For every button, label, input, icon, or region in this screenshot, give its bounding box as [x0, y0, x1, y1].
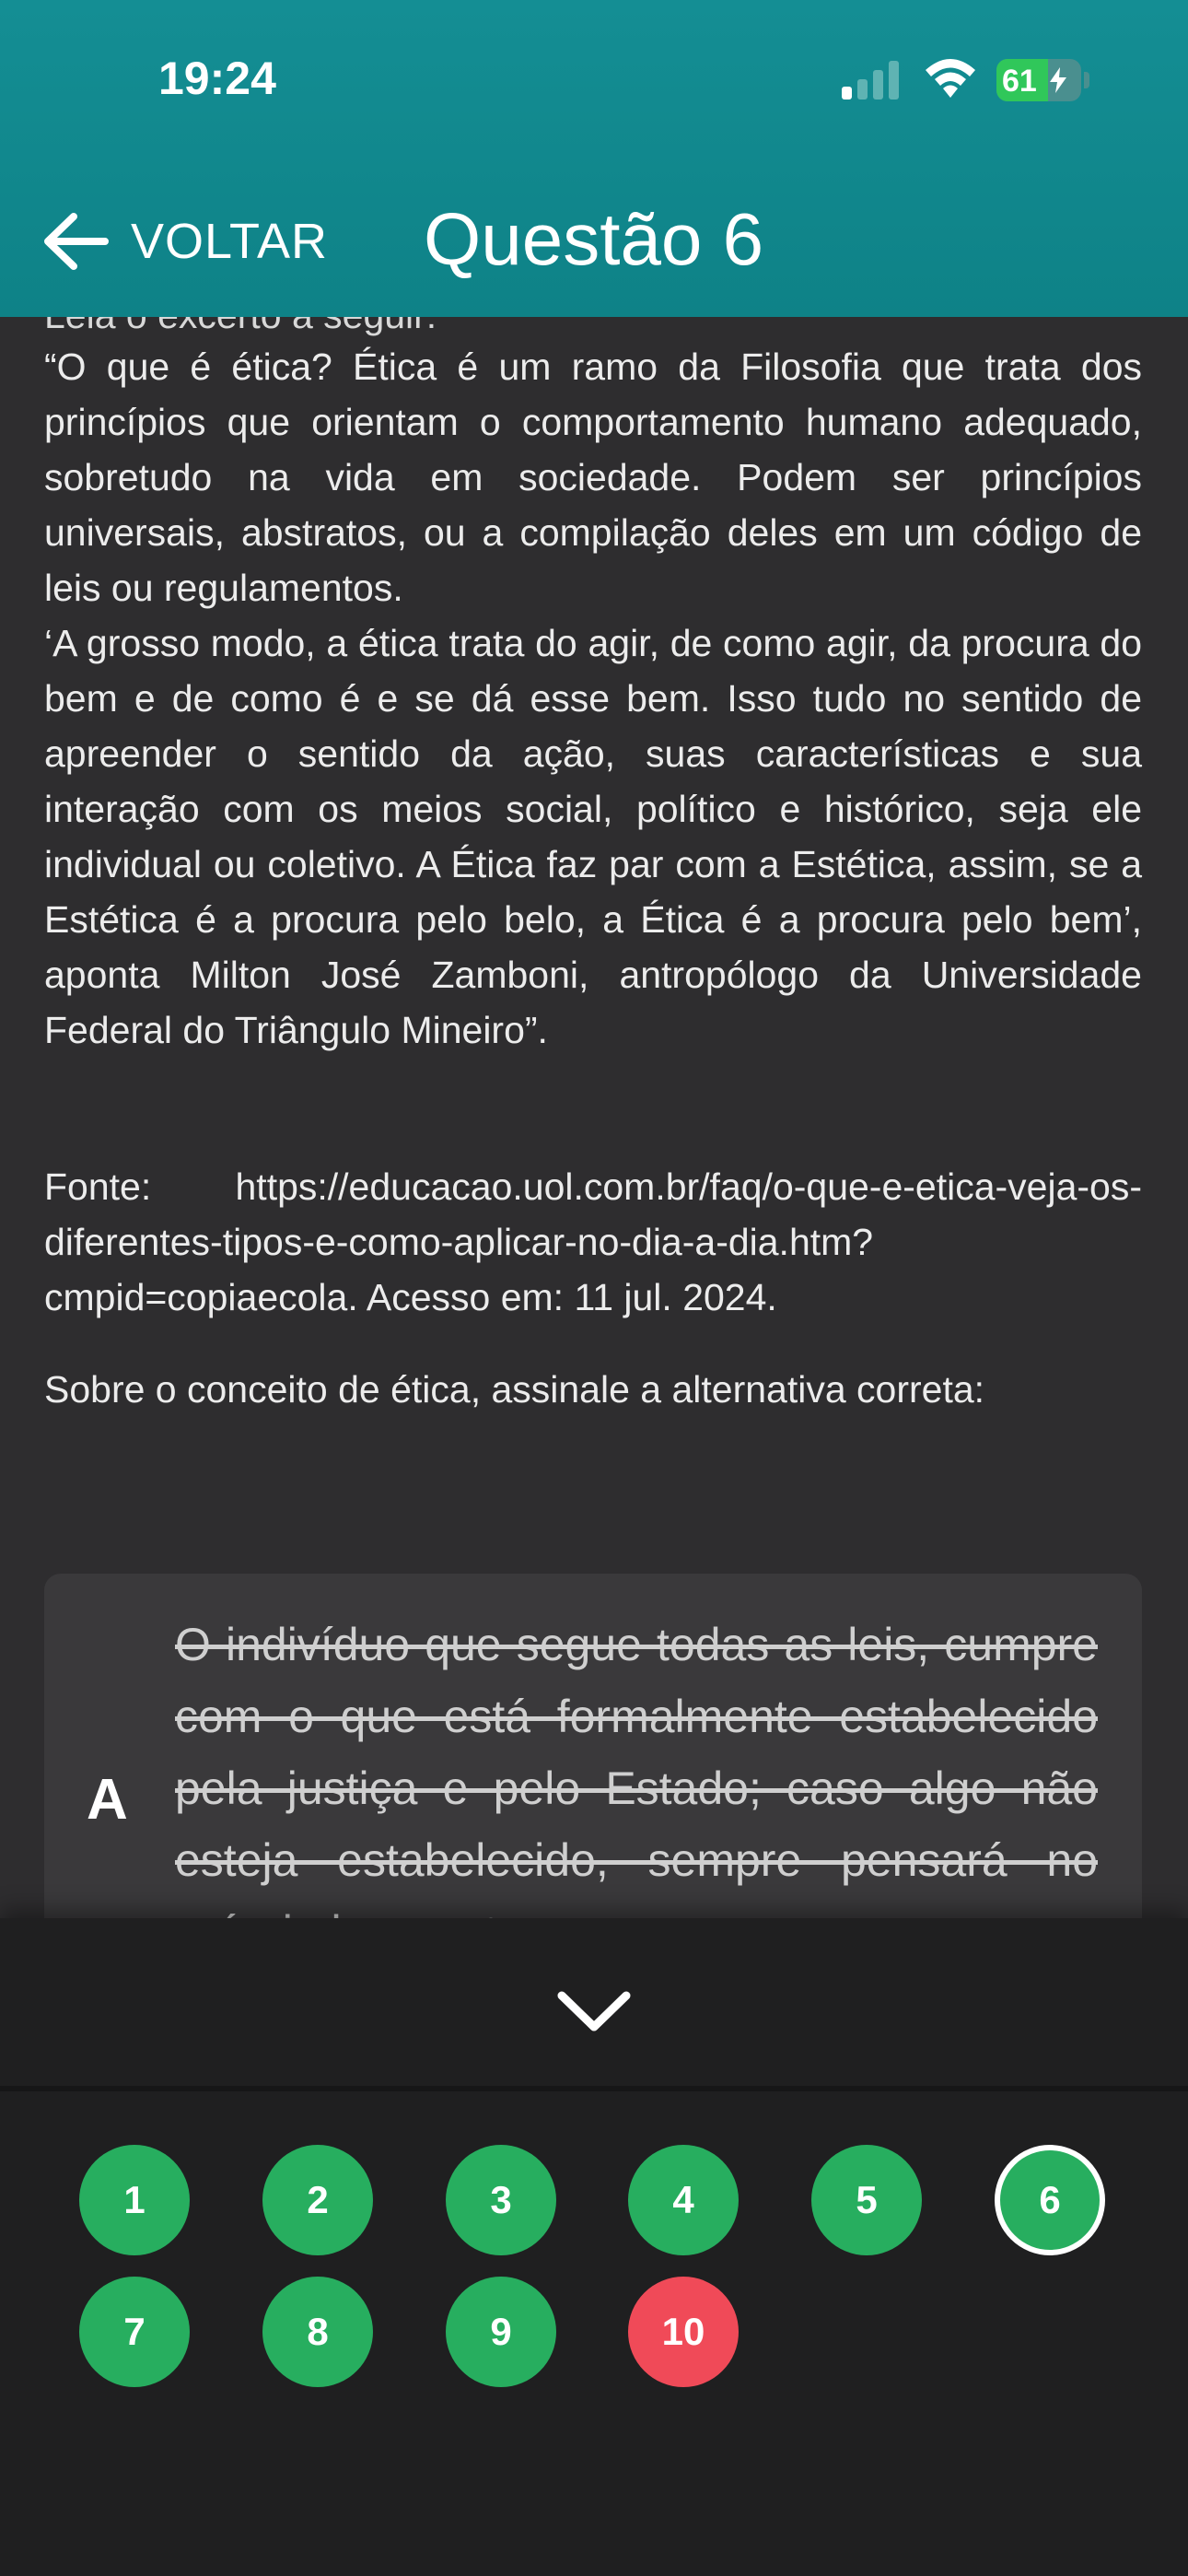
status-time: 19:24 [158, 53, 276, 104]
question-navigator [0, 1918, 1188, 2576]
question-button-2[interactable]: 2 [262, 2145, 373, 2255]
page-title: Questão 6 [424, 198, 764, 280]
divider [0, 2086, 1188, 2091]
charging-bolt-icon [1050, 67, 1066, 93]
question-prompt: Sobre o conceito de ética, assinale a alternativa correta: [44, 1368, 985, 1411]
back-button[interactable] [41, 205, 328, 278]
question-button-9[interactable]: 9 [446, 2277, 556, 2387]
battery-level: 61 [1002, 64, 1037, 99]
option-letter: A [87, 1768, 128, 1832]
app-header [0, 0, 1188, 317]
battery-cap [1084, 72, 1089, 88]
question-content[interactable] [0, 276, 1188, 1926]
back-label: VOLTAR [131, 214, 329, 269]
question-button-10[interactable]: 10 [628, 2277, 739, 2387]
question-button-4[interactable]: 4 [628, 2145, 739, 2255]
option-text: O indivíduo que segue todas as leis, cumpre com o que está formalmente estabelecido pela justiça e pelo Estado; caso algo não esteja estabelecido, sempre pensará no [175, 1619, 1098, 1886]
wifi-icon [923, 57, 978, 100]
question-button-3[interactable]: 3 [446, 2145, 556, 2255]
source-citation: Fonte: https://educacao.uol.com.br/faq/o-que-e-etica-veja-os-diferentes-tipos-e-como-aplicar-no-dia-a-dia.htm?cmpid=copiaecola. Acesso em: 11 jul. 2024. [44, 1165, 1142, 1318]
chevron-down-icon[interactable] [549, 1979, 639, 2043]
question-button-7[interactable]: 7 [79, 2277, 190, 2387]
question-button-8[interactable]: 8 [262, 2277, 373, 2387]
question-button-1[interactable]: 1 [79, 2145, 190, 2255]
question-button-5[interactable]: 5 [811, 2145, 922, 2255]
excerpt-paragraph-2: ‘A grosso modo, a ética trata do agir, de como agir, da procura do bem e de como é e se dá esse bem. Isso tudo no sentido de apreender o sentido da ação, suas características e sua interação com os meios social, político e histórico, seja ele individual ou coletivo. A Ética faz par com a Estética, assim, se a Estética é a procura pelo belo, a Ética é a procura pelo bem’, aponta Milton José Zamboni, antropólogo da Universidade Federal do Triângulo Mineiro”. [44, 622, 1142, 1051]
question-button-6[interactable]: 6 [995, 2145, 1105, 2255]
battery-icon [996, 59, 1081, 101]
arrow-left-icon [41, 211, 111, 272]
excerpt-paragraph-1: “O que é ética? Ética é um ramo da Filosofia que trata dos princípios que orientam o comportamento humano adequado, sobretudo na vida em sociedade. Podem ser princípios universais, abstratos, ou a compilação deles em um código de leis ou regulamentos. [44, 345, 1142, 609]
cellular-signal-icon [842, 61, 901, 100]
